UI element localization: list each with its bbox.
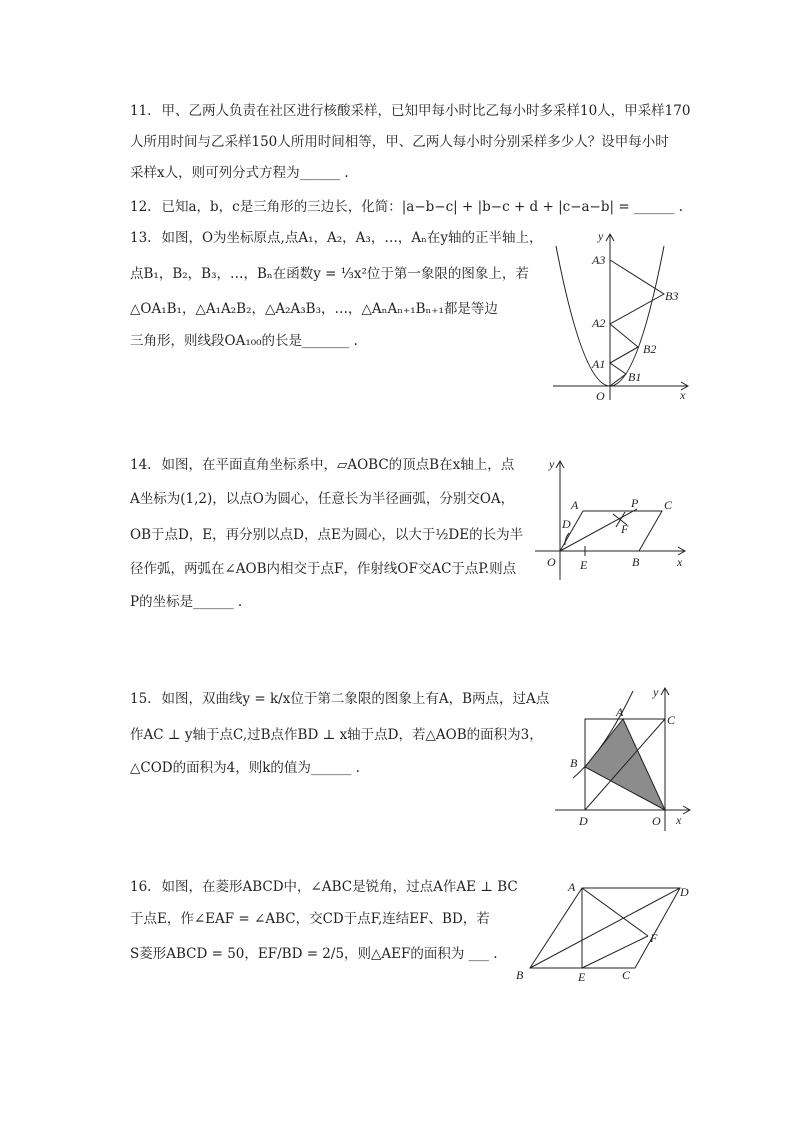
fig14-label-f: F <box>621 522 629 536</box>
q11-text-1: 甲、乙两人负责在社区进行核酸采样，已知甲每小时比乙每小时多采样10人，甲采样170 <box>161 103 691 119</box>
fig16-label-e: E <box>578 970 586 984</box>
fig15-label-o: O <box>652 814 661 828</box>
fig16-line-af <box>582 888 648 936</box>
fig13-label-b3: B3 <box>665 289 679 303</box>
q14-line-4: 径作弧，两弧在∠AOB内相交于点F，作射线OF交AC于点P.则点 <box>130 561 517 577</box>
figure-13 <box>548 228 698 406</box>
fig15-label-d: D <box>579 814 588 828</box>
q13-line-4: 三角形，则线段OA₁₀₀的长是_______ . <box>130 333 358 349</box>
q11-line-1 <box>130 102 690 120</box>
q14-text-1: 如图，在平面直角坐标系中，▱AOBC的顶点B在x轴上，点 <box>161 457 515 473</box>
q14-line-5: P的坐标是______ . <box>130 594 243 610</box>
q15-number: 15. <box>130 691 152 707</box>
fig16-label-d: D <box>680 885 689 899</box>
q12-text-1: 已知a，b，c是三角形的三边长，化简：|a−b−c| + |b−c + d + |c−a−b| = ______ . <box>161 199 684 215</box>
q16-line-2: 于点E，作∠EAF = ∠ABC，交CD于点F,连结EF、BD，若 <box>130 911 490 927</box>
fig13-label-x: x <box>680 388 686 402</box>
fig14-label-y: y <box>549 457 555 471</box>
fig15-label-y: y <box>653 685 659 699</box>
fig14-label-c: C <box>664 498 673 512</box>
q16-number: 16. <box>130 879 152 895</box>
figure-16 <box>510 878 700 988</box>
fig15-label-c: C <box>667 713 676 727</box>
fig15-label-a: A <box>616 705 624 719</box>
fig13-edge-a1b2 <box>610 347 638 363</box>
q11-line-2: 人所用时间与乙采样150人所用时间相等，甲、乙两人每小时分别采样多少人？设甲每小时 <box>130 134 669 150</box>
fig13-label-a3: A3 <box>592 253 606 267</box>
q13-line-3: △OA₁B₁，△A₁A₂B₂，△A₂A₃B₃，…，△AₙAₙ₊₁Bₙ₊₁都是等边 <box>130 301 498 317</box>
figure-14 <box>535 455 695 580</box>
q13-line-1 <box>130 229 543 247</box>
figure-15 <box>555 683 695 833</box>
q15-line-2: 作AC ⊥ y轴于点C,过B点作BD ⊥ x轴于点D，若△AOB的面积为3， <box>130 727 543 743</box>
q15-line-1 <box>130 690 549 708</box>
fig14-label-e: E <box>580 558 588 572</box>
fig16-label-c: C <box>622 968 631 982</box>
fig14-label-p: P <box>631 496 639 510</box>
fig16-label-a: A <box>568 880 576 894</box>
fig14-label-d: D <box>562 517 571 531</box>
q15-text-1: 如图，双曲线y = k/x位于第二象限的图象上有A，B两点，过A点 <box>161 691 550 707</box>
fig13-label-b2: B2 <box>643 342 657 356</box>
q13-line-2: 点B₁，B₂，B₃，…，Bₙ在函数y = ⅓x²位于第一象限的图象上，若 <box>130 266 529 282</box>
q16-line-3: S菱形ABCD = 50，EF/BD = 2/5，则△AEF的面积为 ___ . <box>130 946 498 962</box>
q11-number: 11. <box>130 103 152 119</box>
q11-line-3: 采样x人，则可列分式方程为______ . <box>130 165 349 181</box>
fig16-label-b: B <box>516 968 524 982</box>
q15-line-3: △COD的面积为4，则k的值为______ . <box>130 760 360 776</box>
fig16-label-f: F <box>650 931 658 945</box>
fig13-label-a1: A1 <box>592 357 606 371</box>
q13-text-1: 如图，O为坐标原点,点A₁，A₂，A₃，…，Aₙ在y轴的正半轴上， <box>161 230 543 246</box>
q14-number: 14. <box>130 457 152 473</box>
fig14-label-a: A <box>571 498 579 512</box>
fig15-label-x: x <box>676 813 682 827</box>
fig13-label-a2: A2 <box>592 316 606 330</box>
q12-line-1 <box>130 198 683 216</box>
fig13-label-o: O <box>596 389 605 403</box>
fig14-parallelogram <box>560 511 662 551</box>
fig14-label-b: B <box>632 555 640 569</box>
q14-line-2: A坐标为(1,2)，以点O为圆心，任意长为半径画弧，分别交OA， <box>130 491 515 507</box>
q16-text-1: 如图，在菱形ABCD中，∠ABC是锐角，过点A作AE ⊥ BC <box>161 879 518 895</box>
q14-line-3: OB于点D，E，再分别以点D，点E为圆心，以大于½DE的长为半 <box>130 527 524 543</box>
fig13-label-y: y <box>598 229 604 243</box>
q16-line-1 <box>130 878 518 896</box>
fig13-label-b1: B1 <box>628 370 642 384</box>
fig15-label-b: B <box>570 756 578 770</box>
q13-number: 13. <box>130 230 152 246</box>
fig14-label-x: x <box>677 555 683 569</box>
fig14-label-o: O <box>547 555 556 569</box>
q12-number: 12. <box>130 199 152 215</box>
fig13-triangles <box>610 260 664 386</box>
q14-line-1 <box>130 456 514 474</box>
